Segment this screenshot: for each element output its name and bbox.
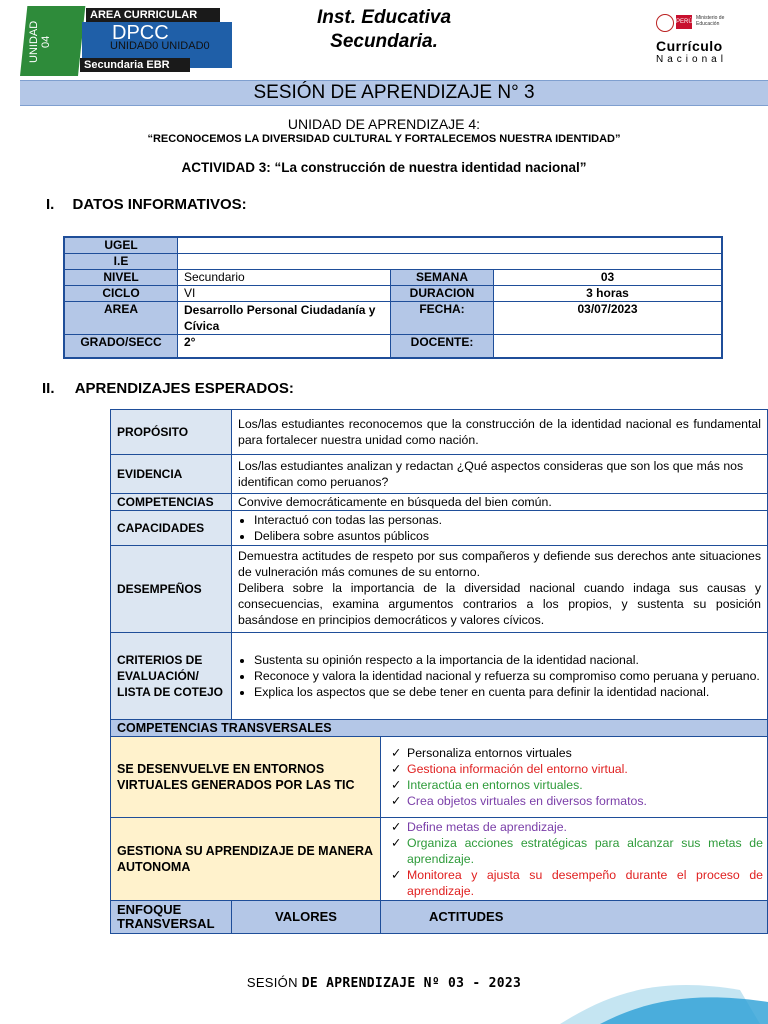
area-value: Desarrollo Personal Ciudadanía y Cívica [178, 302, 391, 335]
actitudes-label: ACTITUDES [381, 901, 768, 934]
ciclo-label: CICLO [64, 286, 178, 302]
section-aprendizajes-heading [42, 380, 294, 397]
table-row [111, 455, 768, 494]
ciclo-value: VI [178, 286, 391, 302]
table-row [111, 511, 768, 546]
enfoque-label: ENFOQUE TRANSVERSAL [111, 901, 232, 934]
list-item: • Explica los aspectos que se debe tener en cuenta para definir la identidad nacional. [254, 684, 761, 700]
capacidades-list [232, 511, 768, 546]
table-row [64, 254, 722, 270]
list-item: • Interactuó con todas las personas. [254, 512, 761, 528]
desempenos-p2: Delibera sobre la importancia de la diversidad nacional cuando indaga sus causas y consecuencias, examina argumentos contrarios a los propios, y sustenta su posición basándose en principios democráticos y valores cívicos. [238, 581, 761, 627]
table-row [111, 633, 768, 720]
table-row [111, 737, 768, 818]
table-row [111, 720, 768, 737]
autonoma-list [381, 818, 768, 901]
table-row [111, 494, 768, 511]
list-item: • Reconoce y valora la identidad nacional y refuerza su compromiso como peruana y peruano. [254, 668, 761, 684]
ie-label: I.E [64, 254, 178, 270]
semana-value: 03 [494, 270, 723, 286]
table-row [64, 302, 722, 335]
footer-prefix: SESIÓN [246, 975, 298, 990]
area-label: AREA [64, 302, 178, 335]
footer-wave-decoration [560, 968, 768, 1024]
proposito-text: Los/las estudiantes reconocemos que la construcción de la identidad nacional es fundamental para fortalecer nuestra unidad como nación. [232, 410, 768, 455]
tic-list [381, 737, 768, 818]
section-datos-heading [46, 196, 247, 213]
table-row [111, 901, 768, 934]
list-item: ✓ Organiza acciones estratégicas para alcanzar sus metas de aprendizaje. [389, 835, 763, 867]
section-title: APRENDIZAJES ESPERADOS: [74, 380, 294, 397]
competencias-label: COMPETENCIAS [111, 494, 232, 511]
list-item: ✓ Personaliza entornos virtuales [389, 745, 763, 761]
unit-motto: “RECONOCEMOS LA DIVERSIDAD CULTURAL Y FORTALECEMOS NUESTRA IDENTIDAD” [147, 133, 621, 145]
docente-label: DOCENTE: [391, 335, 494, 359]
list-item: ✓ Crea objetos virtuales en diversos formatos. [389, 793, 763, 809]
nivel-value: Secundario [178, 270, 391, 286]
table-row [64, 335, 722, 359]
semana-label: SEMANA [391, 270, 494, 286]
badge-area-label: AREA CURRICULAR [86, 8, 220, 22]
tic-competencia: SE DESENVUELVE EN ENTORNOS VIRTUALES GENERADOS POR LAS TIC [111, 737, 381, 818]
institution-line1: Inst. Educativa [316, 7, 452, 28]
transversales-heading: COMPETENCIAS TRANSVERSALES [111, 720, 768, 737]
desempenos-label: DESEMPEÑOS [111, 546, 232, 633]
area-badge [20, 6, 210, 76]
list-item: • Delibera sobre asuntos públicos [254, 528, 761, 544]
evidencia-label: EVIDENCIA [111, 455, 232, 494]
datos-table [63, 236, 723, 359]
proposito-label: PROPÓSITO [111, 410, 232, 455]
evidencia-text: Los/las estudiantes analizan y redactan ¿Qué aspectos consideras que son los que más nos identifican como peruanos? [232, 455, 768, 494]
ugel-label: UGEL [64, 237, 178, 254]
curriculo-logo [652, 12, 756, 68]
footer-bold: DE APRENDIZAJE Nº 03 - 2023 [301, 976, 522, 991]
nivel-label: NIVEL [64, 270, 178, 286]
badge-unidad-text: UNIDAD0 UNIDAD0 [110, 40, 210, 52]
capacidades-label: CAPACIDADES [111, 511, 232, 546]
fecha-label: FECHA: [391, 302, 494, 335]
session-title: SESIÓN DE APRENDIZAJE N° 3 [20, 80, 768, 106]
aprendizajes-table [110, 409, 768, 934]
ugel-value [178, 237, 723, 254]
competencias-text: Convive democráticamente en búsqueda del bien común. [232, 494, 768, 511]
autonoma-competencia: GESTIONA SU APRENDIZAJE DE MANERA AUTONOMA [111, 818, 381, 901]
section-title: DATOS INFORMATIVOS: [72, 196, 247, 213]
institution-name [270, 6, 498, 54]
list-item: • Sustenta su opinión respecto a la importancia de la identidad nacional. [254, 652, 761, 668]
criterios-label: CRITERIOS DE EVALUACIÓN/ LISTA DE COTEJO [111, 633, 232, 720]
table-row [111, 818, 768, 901]
duracion-label: DURACION [391, 286, 494, 302]
desempenos-p1: Demuestra actitudes de respeto por sus compañeros y defiende sus derechos ante situaciones de vulneración más comunes de su entorno. [238, 549, 761, 579]
section-number: II. [42, 380, 55, 397]
grado-value: 2° [178, 335, 391, 359]
unit-title: UNIDAD DE APRENDIZAJE 4: [287, 116, 481, 132]
docente-value [494, 335, 723, 359]
table-row [111, 546, 768, 633]
grado-label: GRADO/SECC [64, 335, 178, 359]
ministry-name: Ministerio de Educación [696, 15, 725, 27]
fecha-value: 03/07/2023 [494, 302, 723, 335]
list-item: ✓ Interactúa en entornos virtuales. [389, 777, 763, 793]
list-item: ✓ Gestiona información del entorno virtual. [389, 761, 763, 777]
table-row [64, 270, 722, 286]
list-item: ✓ Define metas de aprendizaje. [389, 819, 763, 835]
valores-label: VALORES [232, 901, 381, 934]
badge-level: Secundaria EBR [80, 58, 190, 72]
duracion-value: 3 horas [494, 286, 723, 302]
criterios-list [232, 633, 768, 720]
badge-unidad: UNIDAD 04 [28, 20, 52, 64]
seal-icon [656, 14, 674, 32]
table-row [64, 286, 722, 302]
logo-title: Currículo [656, 38, 723, 54]
desempenos-text [232, 546, 768, 633]
logo-subtitle: Nacional [656, 54, 727, 65]
badge-area-code: DPCC [112, 22, 169, 44]
table-row [111, 410, 768, 455]
activity-title: ACTIVIDAD 3: “La construcción de nuestra identidad nacional” [181, 160, 587, 175]
country-flag: PERÚ [676, 15, 692, 29]
ie-value [178, 254, 723, 270]
table-row [64, 237, 722, 254]
list-item: ✓ Monitorea y ajusta su desempeño durante el proceso de aprendizaje. [389, 867, 763, 899]
institution-line2: Secundaria. [330, 31, 438, 52]
section-number: I. [46, 196, 55, 213]
